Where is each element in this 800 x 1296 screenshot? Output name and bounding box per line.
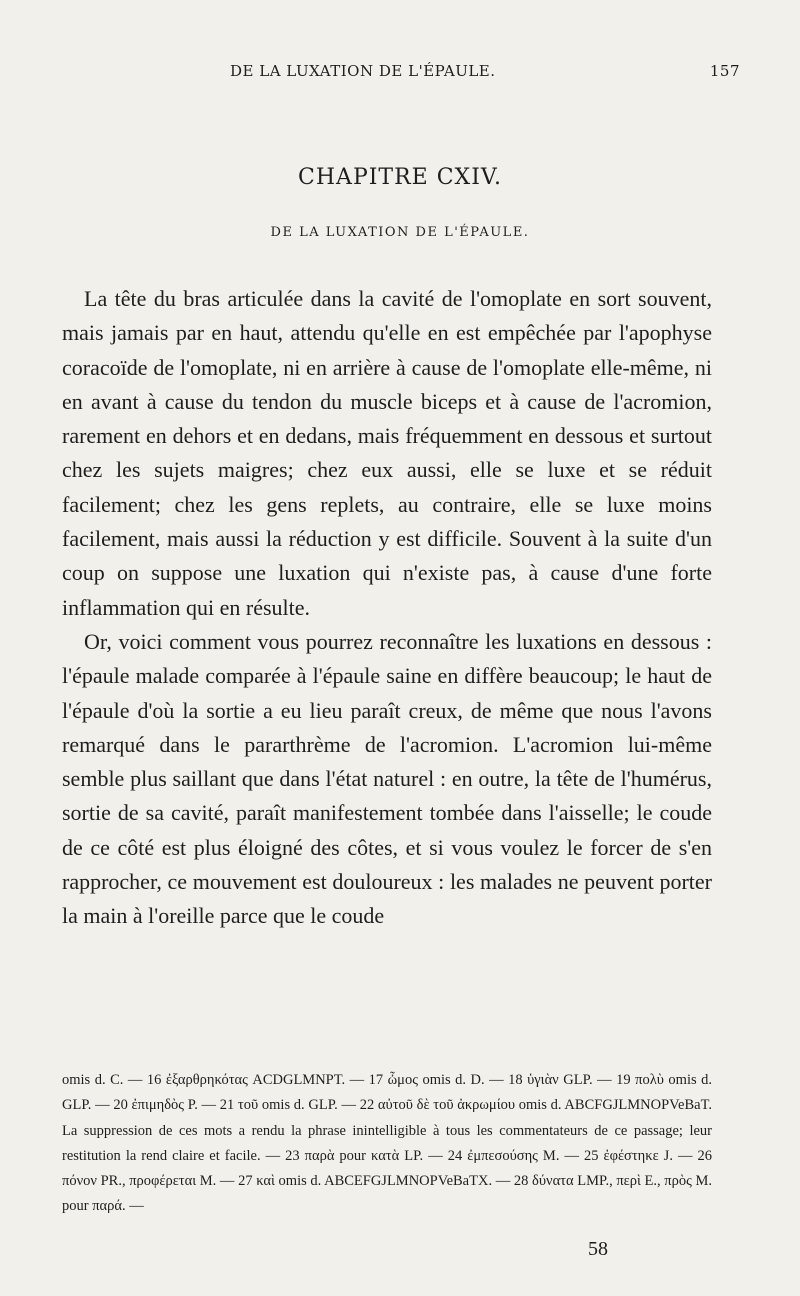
signature-mark: 58 — [588, 1238, 608, 1260]
running-title: DE LA LUXATION DE L'ÉPAULE. — [230, 62, 496, 80]
footnote-text: omis d. C. — 16 ἐξαρθρηκότας ACDGLMNPT. — 17 ὦμος omis d. D. — 18 ὑγιὰν GLP. — 19 πολὺ omis d. GLP. — 20 ἐπιμηδὸς P. — 21 τοῦ omis d. GLP. — 22 αὐτοῦ δὲ τοῦ ἀκρωμίου omis d. ABCFGJLMNOPVeBaT. La suppression de ces mots a rendu la phrase inintelligible à tous les commentateurs de ce passage; leur restitution la rend claire et facile. — 23 παρὰ pour κατὰ LP. — 24 ἐμπεσούσης M. — 25 ἐφέστηκε J. — 26 πόνον PR., προφέρεται M. — 27 καὶ omis d. ABCEFGJLMNOPVeBaTX. — 28 δύνατα LMP., περὶ E., πρὸς M. pour παρά. — — [62, 1072, 712, 1215]
page-number: 157 — [709, 62, 740, 80]
chapter-subtitle: DE LA LUXATION DE L'ÉPAULE. — [270, 225, 530, 240]
body-text — [62, 282, 712, 934]
running-header — [60, 62, 740, 86]
footnotes — [62, 1068, 712, 1220]
paragraph: Or, voici comment vous pourrez reconnaître les luxations en dessous : l'épaule malade comparée à l'épaule saine en diffère beaucoup; le haut de l'épaule d'où la sortie a eu lieu paraît creux, de même que nous l'avons remarqué dans le pararthrème de l'acromion. L'acromion lui-même semble plus saillant que dans l'état naturel : en outre, la tête de l'humérus, sortie de sa cavité, paraît manifestement tombée dans l'aisselle; le coude de ce côté est plus éloigné des côtes, et si vous voulez le forcer de s'en rapprocher, ce mouvement est douloureux : les malades ne peuvent porter la main à l'oreille parce que le coude — [62, 628, 712, 929]
paragraph: La tête du bras articulée dans la cavité de l'omoplate en sort souvent, mais jamais par en haut, attendu qu'elle en est empêchée par l'apophyse coracoïde de l'omoplate, ni en arrière à cause de l'omoplate elle-même, ni en avant à cause du tendon du muscle biceps et à cause de l'acromion, rarement en dehors et en dedans, mais fréquemment en dessous et surtout chez les sujets maigres; chez eux aussi, elle se luxe et se réduit facilement; chez les gens replets, au contraire, elle se luxe moins facilement, mais aussi la réduction y est difficile. Souvent à la suite d'un coup on suppose une luxation qui n'existe pas, à cause d'une forte inflammation qui en résulte. — [62, 286, 712, 620]
chapter-title: CHAPITRE CXIV. — [298, 165, 502, 190]
